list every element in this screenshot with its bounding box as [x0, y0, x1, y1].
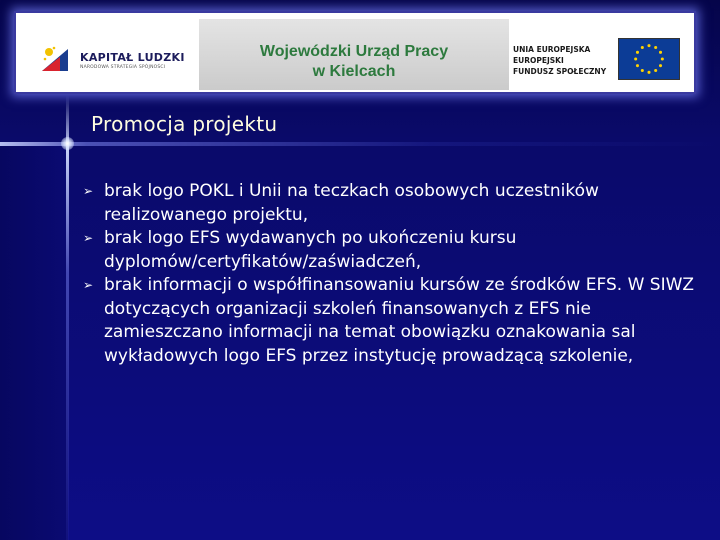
sparkle-icon: [61, 137, 74, 150]
kapital-ludzki-subtitle: NARODOWA STRATEGIA SPÓJNOŚCI: [80, 65, 166, 70]
ue-label-line3: FUNDUSZ SPOŁECZNY: [513, 67, 607, 76]
arrowhead-bullet-icon: ➢: [83, 231, 94, 245]
vertical-glow-line: [66, 95, 69, 540]
ue-label-line1: UNIA EUROPEJSKA: [513, 45, 591, 54]
bullet-list: [80, 180, 705, 368]
wup-name-line1: Wojewódzki Urząd Pracy: [259, 43, 449, 60]
bullet-item: [80, 274, 705, 368]
arrowhead-bullet-icon: ➢: [83, 184, 94, 198]
arrowhead-bullet-icon: ➢: [83, 278, 94, 292]
eu-flag-icon: [618, 38, 680, 80]
ue-label-line2: EUROPEJSKI: [513, 56, 564, 65]
ue-efs-label: [513, 44, 606, 77]
bullet-text: brak logo POKL i Unii na teczkach osobowych uczestników realizowanego projektu,: [104, 181, 599, 225]
horizontal-glow-line: [0, 142, 720, 146]
bullet-text: brak logo EFS wydawanych po ukończeniu kursu dyplomów/certyfikatów/zaświadczeń,: [104, 228, 517, 272]
slide-title: Promocja projektu: [91, 112, 278, 136]
wup-name-panel: [199, 19, 509, 90]
left-decorative-band: [0, 145, 68, 540]
bullet-item: [80, 180, 705, 227]
bullet-item: [80, 227, 705, 274]
kapital-ludzki-logo-icon: [40, 43, 70, 73]
header-banner: [14, 11, 696, 94]
wup-name-line2: w Kielcach: [312, 63, 396, 80]
bullet-text: brak informacji o współfinansowaniu kursów ze środków EFS. W SIWZ dotyczących organizacji szkoleń finansowanych z EFS nie zamieszczano informacji na temat obowiązku oznakowania sal wykładowych logo EFS przez instytucję prowadzącą szkolenie,: [104, 275, 695, 366]
kapital-ludzki-title: KAPITAŁ LUDZKI: [80, 51, 185, 64]
